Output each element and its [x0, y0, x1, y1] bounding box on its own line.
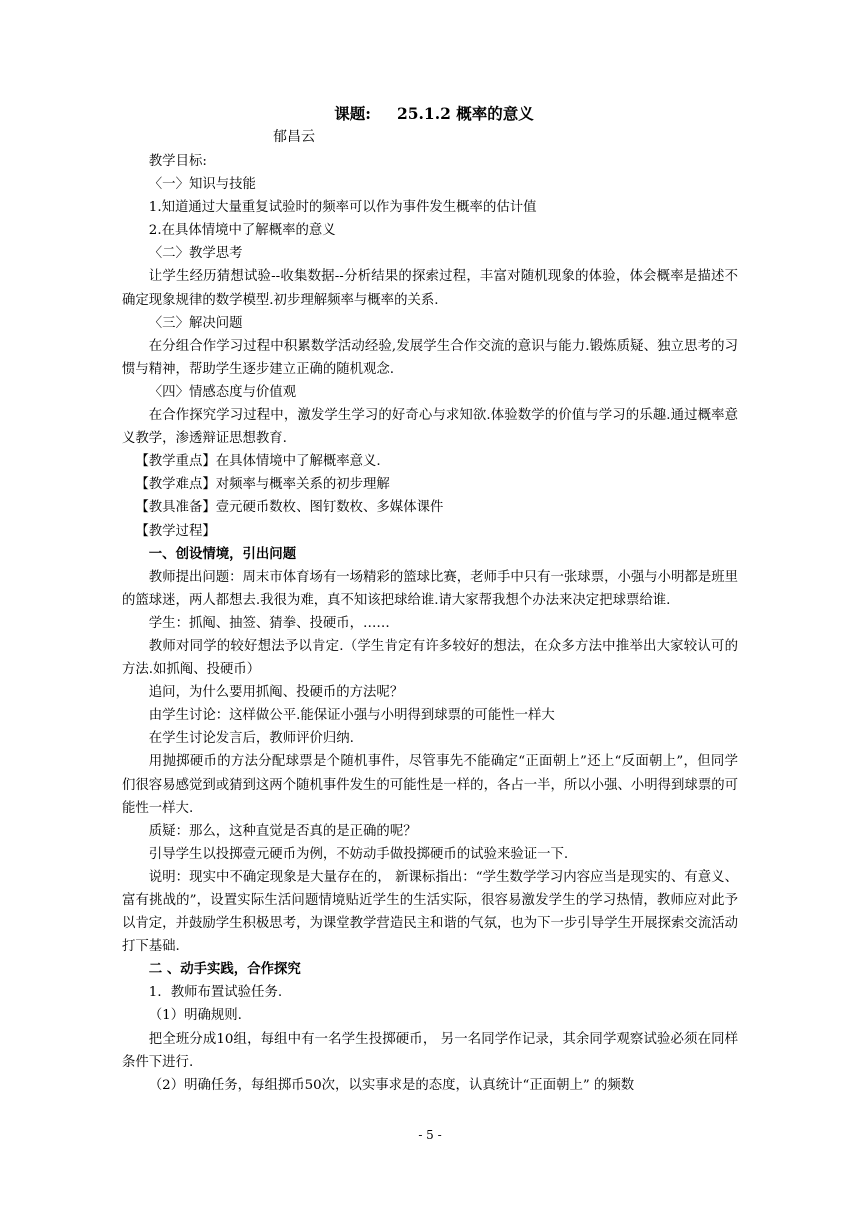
para-teacher-affirm: 教师对同学的较好想法予以肯定.（学生肯定有许多较好的想法，在众多方法中推举出大家较认可的方法.如抓阄、投硬币）: [122, 638, 738, 678]
para-thinking: 让学生经历猜想试验--收集数据--分析结果的探索过程，丰富对随机现象的体验，体会概率是描述不确定现象规律的数学模型.初步理解频率与概率的关系.: [122, 269, 738, 308]
para-difficulty: 【教学难点】对频率与概率关系的初步理解: [135, 477, 390, 493]
page-number: - 5 -: [418, 1128, 442, 1142]
para-section-2: 〈二〉教学思考: [148, 246, 243, 262]
para-student-answers: 学生：抓阄、抽签、猜拳、投硬币，……: [148, 615, 390, 631]
para-doubt: 质疑：那么，这种直觉是否真的是正确的呢？: [148, 823, 417, 839]
para-goal-2: 2.在具体情境中了解概率的意义: [148, 223, 336, 239]
para-grouping: 把全班分成10组，每组中有一名学生投掷硬币， 另一名同学作记录，其余同学观察试验必须在同样条件下进行.: [122, 1031, 738, 1070]
para-discussion: 由学生讨论：这样做公平.能保证小强与小明得到球票的可能性一样大: [148, 708, 555, 724]
para-step-1-heading: 一、创设情境，引出问题: [148, 545, 297, 562]
para-process-heading: 【教学过程】: [135, 523, 216, 539]
document-body: [122, 102, 738, 1097]
para-goal-1: 1.知道通过大量重复试验时的频率可以作为事件发生概率的估计值: [148, 200, 537, 216]
para-section-4: 〈四〉情感态度与价值观: [148, 384, 297, 400]
para-task: （2）明确任务，每组掷币50次，以实事求是的态度，认真统计“正面朝上” 的频数: [148, 1077, 635, 1093]
para-attitude: 在合作探究学习过程中，激发学生学习的好奇心与求知欲.体验数学的价值与学习的乐趣.通过概率意义教学，渗透辩证思想教育.: [122, 408, 738, 447]
title-text: 25.1.2 概率的意义: [396, 104, 534, 123]
para-materials: 【教具准备】壹元硬币数枚、图钉数枚、多媒体课件: [135, 500, 444, 516]
para-key-point: 【教学重点】在具体情境中了解概率意义.: [135, 454, 381, 470]
para-task-intro: 1．教师布置试验任务.: [148, 985, 283, 1001]
author-name: 郁昌云: [273, 129, 315, 145]
para-objectives-heading: 教学目标:: [148, 154, 207, 169]
para-rule-heading: （1）明确规则.: [148, 1008, 242, 1024]
para-evaluation: 在学生讨论发言后，教师评价归纳.: [148, 731, 354, 747]
para-guidance: 引导学生以投掷壹元硬币为例，不妨动手做投掷硬币的试验来验证一下.: [148, 846, 569, 862]
para-step-2-heading: 二 、动手实践，合作探究: [148, 961, 301, 978]
para-problem-solving: 在分组合作学习过程中积累数学活动经验,发展学生合作交流的意识与能力.锻炼质疑、独立思考的习惯与精神，帮助学生逐步建立正确的随机观念.: [122, 338, 738, 377]
lesson-title: [122, 102, 738, 126]
title-prefix: 课题:: [334, 104, 371, 123]
para-follow-up: 追问，为什么要用抓阄、投硬币的方法呢？: [148, 685, 404, 701]
para-section-3: 〈三〉解决问题: [148, 315, 243, 331]
para-coin-explanation: 用抛掷硬币的方法分配球票是个随机事件，尽管事先不能确定“正面朝上”还上“反面朝上”，但同学们很容易感觉到或猜到这两个随机事件发生的可能性是一样的，各占一半，所以小强、小明得到球票的可能性一样大.: [122, 754, 738, 816]
para-note: 说明：现实中不确定现象是大量存在的， 新课标指出：“学生数学学习内容应当是现实的、有意义、富有挑战的”，设置实际生活问题情境贴近学生的生活实际，很容易激发学生的学习热情，教师应对此予以肯定，并鼓励学生积极思考，为课堂教学营造民主和谐的气氛，也为下一步引导学生开展探索交流活动打下基础.: [122, 869, 738, 955]
para-section-1: 〈一〉知识与技能: [148, 177, 256, 193]
para-teacher-question: 教师提出问题：周末市体育场有一场精彩的篮球比赛，老师手中只有一张球票，小强与小明都是班里的篮球迷，两人都想去.我很为难，真不知该把球给谁.请大家帮我想个办法来决定把球票给谁.: [122, 569, 738, 608]
